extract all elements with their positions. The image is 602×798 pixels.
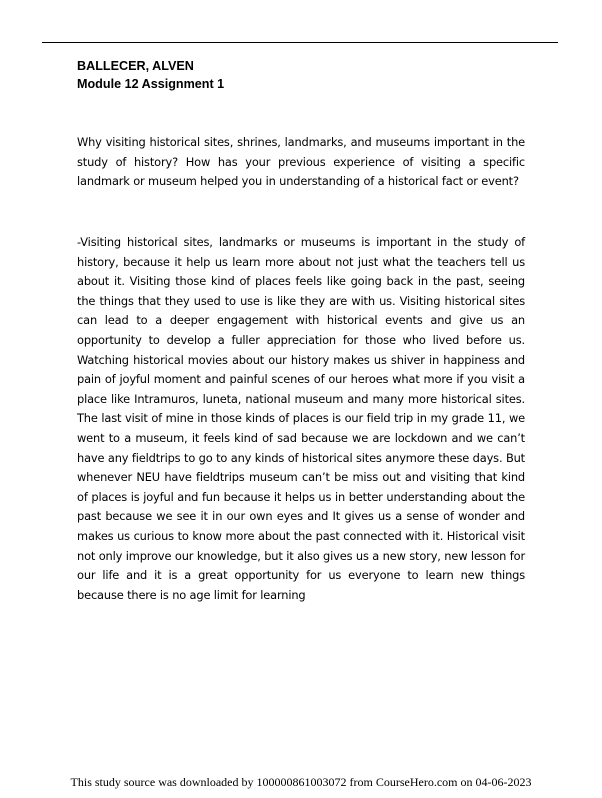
document-header bbox=[77, 57, 527, 93]
answer-paragraph: -Visiting historical sites, landmarks or museums is important in the study of history, because it help us learn more about not just what the teachers tell us about it. Visiting those kind of places feels like going back in the past, seeing the things that they used to use is like they are with us. Visiting historical sites can lead to a deeper engagement with historical events and give us an opportunity to develop a fuller appreciation for those who lived before us. Watching historical movies about our history makes us shiver in happiness and pain of joyful moment and painful scenes of our heroes what more if you visit a place like Intramuros, luneta, national museum and many more historical sites. The last visit of mine in those kinds of places is our field trip in my grade 11, we went to a museum, it feels kind of sad because we are lockdown and we can’t have any fieldtrips to go to any kinds of historical sites anymore these days. But whenever NEU have fieldtrips museum can’t be miss out and visiting that kind of places is joyful and fun because it helps us in better understanding about the past because we see it in our own eyes and It gives us a sense of wonder and makes us curious to know more about the past connected with it. Historical visit not only improve our knowledge, but it also gives us a new story, new lesson for our life and it is a great opportunity for us everyone to learn new things because there is no age limit for learning bbox=[77, 235, 525, 602]
assignment-title: Module 12 Assignment 1 bbox=[77, 77, 225, 91]
author-name: BALLECER, ALVEN bbox=[77, 59, 194, 73]
question-paragraph: Why visiting historical sites, shrines, landmarks, and museums important in the study of history? How has your previous experience of visiting a specific landmark or museum helped you in understanding of a historical fact or event? bbox=[77, 135, 525, 189]
source-footer: This study source was downloaded by 100000861003072 from CourseHero.com on 04-06-2023 bbox=[70, 775, 532, 789]
top-divider bbox=[42, 42, 558, 43]
